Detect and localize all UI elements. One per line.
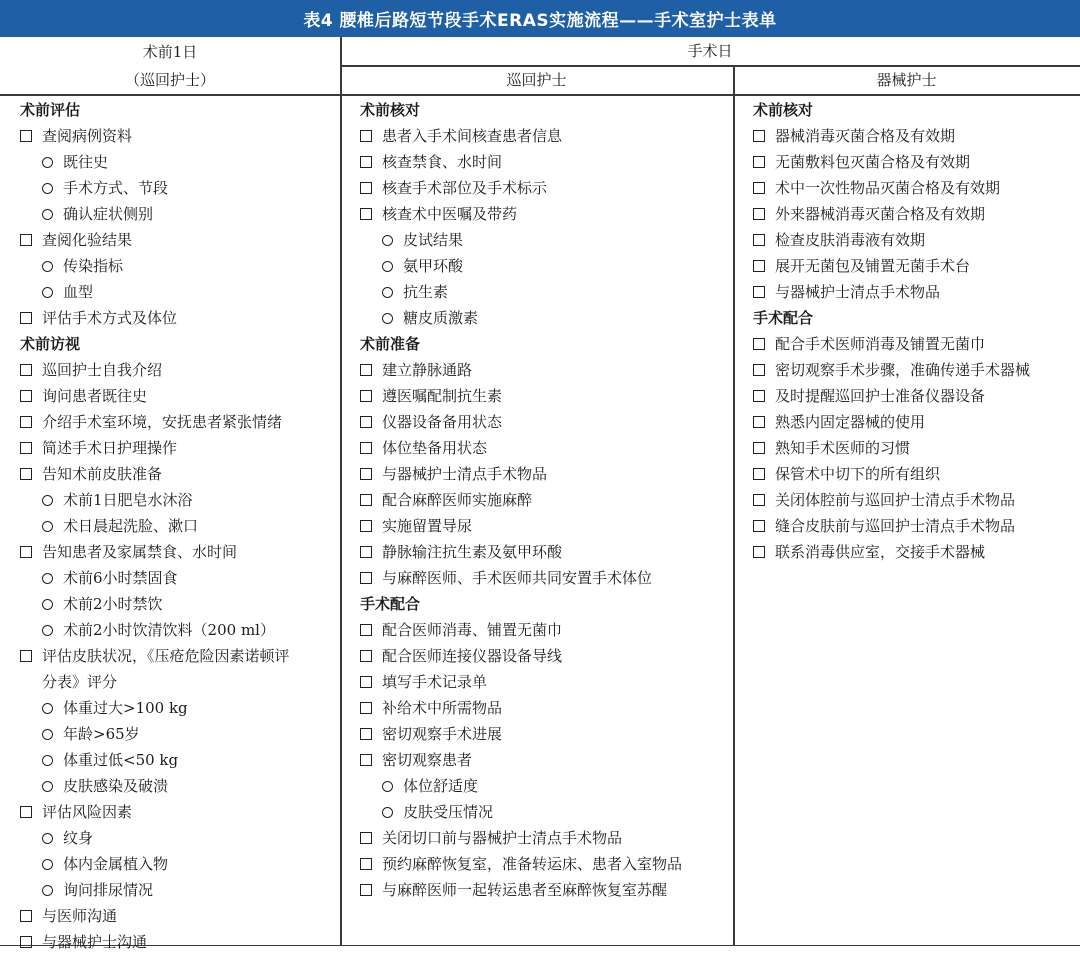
item-text: 简述手术日护理操作 [42, 439, 178, 457]
checklist-item [360, 487, 730, 513]
checklist-item [360, 201, 730, 227]
item-text: 外来器械消毒灭菌合格及有效期 [775, 205, 986, 223]
item-text: 与器械护士清点手术物品 [382, 465, 548, 483]
checkbox-icon[interactable] [753, 416, 765, 428]
checklist-item [360, 409, 730, 435]
item-text: 配合手术医师消毒及铺置无菌巾 [775, 335, 986, 353]
checkbox-icon[interactable] [753, 390, 765, 402]
item-text: 年龄>65岁 [63, 725, 140, 743]
checkbox-icon[interactable] [20, 312, 32, 324]
nursing-table [0, 37, 1080, 951]
checkbox-icon[interactable] [753, 338, 765, 350]
item-text: 糖皮质激素 [403, 309, 479, 327]
checkbox-icon[interactable] [360, 416, 372, 428]
item-text: 术前2小时禁饮 [63, 595, 163, 613]
checklist-item [753, 253, 1078, 279]
item-text: 术前核对 [753, 101, 814, 119]
item-text: 关闭体腔前与巡回护士清点手术物品 [775, 491, 1016, 509]
item-text: 术日晨起洗脸、漱口 [63, 517, 199, 535]
checkbox-icon[interactable] [20, 806, 32, 818]
checkbox-icon[interactable] [360, 156, 372, 168]
item-text: 体重过低<50 kg [63, 751, 179, 769]
item-text: 皮试结果 [403, 231, 464, 249]
item-text: 传染指标 [63, 257, 124, 275]
checklist-item [753, 357, 1078, 383]
checkbox-icon[interactable] [753, 494, 765, 506]
section-heading [360, 331, 730, 357]
divider-col2 [733, 66, 735, 946]
checklist-item [360, 721, 730, 747]
checkbox-icon[interactable] [753, 520, 765, 532]
item-text: 患者入手术间核查患者信息 [382, 127, 563, 145]
checklist-item [20, 799, 338, 825]
item-text: 术前6小时禁固食 [63, 569, 178, 587]
checkbox-icon[interactable] [20, 468, 32, 480]
item-text: 填写手术记录单 [382, 673, 488, 691]
checklist-subitem [20, 149, 338, 175]
item-text: 确认症状侧别 [63, 205, 154, 223]
item-text: 密切观察手术步骤，准确传递手术器械 [775, 361, 1031, 379]
checklist-item [360, 435, 730, 461]
item-text: 皮肤受压情况 [403, 803, 494, 821]
checkbox-icon[interactable] [360, 130, 372, 142]
header-scrub-nurse: 器械护士 [876, 71, 937, 89]
checklist-item [360, 461, 730, 487]
checklist-item [20, 227, 338, 253]
checkbox-icon[interactable] [20, 416, 32, 428]
checklist-item [360, 877, 730, 903]
checkbox-icon[interactable] [360, 754, 372, 766]
checkbox-icon[interactable] [360, 624, 372, 636]
item-text: 血型 [63, 283, 94, 301]
item-text: 静脉输注抗生素及氨甲环酸 [382, 543, 563, 561]
section-heading [20, 331, 338, 357]
checklist-item [20, 929, 338, 955]
checklist-subitem [20, 279, 338, 305]
checklist-item [753, 461, 1078, 487]
radio-circle-icon[interactable] [42, 157, 53, 168]
checkbox-icon[interactable] [360, 884, 372, 896]
checklist-subitem [20, 175, 338, 201]
item-text: 配合医师消毒、铺置无菌巾 [382, 621, 563, 639]
radio-circle-icon[interactable] [42, 703, 53, 714]
item-text: 术前评估 [20, 101, 81, 119]
header-preop-day: 术前1日 [142, 43, 198, 61]
checklist-item [360, 851, 730, 877]
section-heading [753, 305, 1078, 331]
radio-circle-icon[interactable] [382, 261, 393, 272]
checklist-subitem [20, 487, 338, 513]
radio-circle-icon[interactable] [382, 807, 393, 818]
item-text: 术前核对 [360, 101, 421, 119]
checklist-item [360, 383, 730, 409]
checklist-item [20, 539, 338, 565]
item-text: 巡回护士自我介绍 [42, 361, 163, 379]
item-text: 术中一次性物品灭菌合格及有效期 [775, 179, 1001, 197]
item-text: 皮肤感染及破溃 [63, 777, 169, 795]
checkbox-icon[interactable] [360, 650, 372, 662]
item-text: 查阅病例资料 [42, 127, 133, 145]
checklist-subitem [360, 305, 730, 331]
item-text: 核查术中医嘱及带药 [382, 205, 518, 223]
checklist-subitem [20, 747, 338, 773]
item-text: 遵医嘱配制抗生素 [382, 387, 503, 405]
item-text: 手术配合 [360, 595, 421, 613]
checklist-item [753, 175, 1078, 201]
checklist-item [753, 331, 1078, 357]
checklist-subitem [20, 721, 338, 747]
table-title: 表4 腰椎后路短节段手术ERAS实施流程——手术室护士表单 [0, 0, 1080, 37]
item-text: 评估风险因素 [42, 803, 133, 821]
item-text: 无菌敷料包灭菌合格及有效期 [775, 153, 971, 171]
checklist-subitem [20, 565, 338, 591]
checkbox-icon[interactable] [753, 182, 765, 194]
checklist-item [20, 461, 338, 487]
checklist-item [360, 617, 730, 643]
checklist-subitem [20, 201, 338, 227]
item-text: 缝合皮肤前与巡回护士清点手术物品 [775, 517, 1016, 535]
item-text: 评估手术方式及体位 [42, 309, 178, 327]
checklist-item [360, 513, 730, 539]
radio-circle-icon[interactable] [382, 313, 393, 324]
item-text: 查阅化验结果 [42, 231, 133, 249]
checkbox-icon[interactable] [753, 468, 765, 480]
item-text: 密切观察患者 [382, 751, 473, 769]
divider-col1 [340, 37, 342, 946]
checklist-item [753, 149, 1078, 175]
checklist-item [20, 435, 338, 461]
checkbox-icon[interactable] [360, 494, 372, 506]
checkbox-icon[interactable] [360, 520, 372, 532]
item-text: 补给术中所需物品 [382, 699, 503, 717]
item-text: 仪器设备备用状态 [382, 413, 503, 431]
item-text: 及时提醒巡回护士准备仪器设备 [775, 387, 986, 405]
item-text: 器械消毒灭菌合格及有效期 [775, 127, 956, 145]
checklist-item [360, 825, 730, 851]
item-text: 检查皮肤消毒液有效期 [775, 231, 926, 249]
checkbox-icon[interactable] [360, 390, 372, 402]
item-text: 既往史 [63, 153, 109, 171]
checkbox-icon[interactable] [753, 156, 765, 168]
radio-circle-icon[interactable] [42, 885, 53, 896]
checklist-item [20, 903, 338, 929]
item-text: 配合麻醉医师实施麻醉 [382, 491, 533, 509]
item-text: 展开无菌包及铺置无菌手术台 [775, 257, 971, 275]
checkbox-icon[interactable] [753, 130, 765, 142]
checkbox-icon[interactable] [360, 468, 372, 480]
checklist-item [360, 747, 730, 773]
checklist-subitem [360, 227, 730, 253]
checkbox-icon[interactable] [360, 208, 372, 220]
column-preop [20, 97, 338, 955]
item-text: 建立静脉通路 [382, 361, 473, 379]
checklist-item [20, 383, 338, 409]
item-text: 与器械护士沟通 [42, 933, 148, 951]
checklist-subitem [20, 851, 338, 877]
checklist-item [753, 539, 1078, 565]
item-text: 手术方式、节段 [63, 179, 169, 197]
item-text: 体内金属植入物 [63, 855, 169, 873]
section-heading [20, 97, 338, 123]
item-text: 熟知手术医师的习惯 [775, 439, 911, 457]
checklist-item [753, 435, 1078, 461]
item-text: 体重过大>100 kg [63, 699, 188, 717]
radio-circle-icon[interactable] [42, 859, 53, 870]
item-text: 告知患者及家属禁食、水时间 [42, 543, 238, 561]
checkbox-icon[interactable] [360, 702, 372, 714]
section-heading [360, 97, 730, 123]
checklist-item [20, 643, 338, 669]
header-bottom-line [0, 94, 1080, 96]
checklist-item [360, 123, 730, 149]
item-text: 实施留置导尿 [382, 517, 473, 535]
checkbox-icon[interactable] [753, 260, 765, 272]
checkbox-icon[interactable] [20, 390, 32, 402]
item-text: 术前访视 [20, 335, 81, 353]
checklist-item [20, 357, 338, 383]
checkbox-icon[interactable] [20, 364, 32, 376]
checklist-subitem [20, 617, 338, 643]
item-text: 询问排尿情况 [63, 881, 154, 899]
item-text: 手术配合 [753, 309, 814, 327]
radio-circle-icon[interactable] [42, 599, 53, 610]
item-text: 术前准备 [360, 335, 421, 353]
checklist-item [753, 383, 1078, 409]
item-text: 与器械护士清点手术物品 [775, 283, 941, 301]
item-text: 保管术中切下的所有组织 [775, 465, 941, 483]
item-text: 分表》评分 [42, 673, 118, 691]
checklist-item [753, 279, 1078, 305]
checkbox-icon[interactable] [360, 728, 372, 740]
checklist-item-continuation [20, 669, 338, 695]
checkbox-icon[interactable] [360, 858, 372, 870]
item-text: 体位垫备用状态 [382, 439, 488, 457]
checklist-subitem [360, 799, 730, 825]
item-text: 密切观察手术进展 [382, 725, 503, 743]
checkbox-icon[interactable] [360, 442, 372, 454]
radio-circle-icon[interactable] [42, 755, 53, 766]
item-text: 配合医师连接仪器设备导线 [382, 647, 563, 665]
radio-circle-icon[interactable] [42, 729, 53, 740]
checklist-item [753, 227, 1078, 253]
radio-circle-icon[interactable] [42, 573, 53, 584]
checklist-item [360, 539, 730, 565]
checklist-item [360, 175, 730, 201]
item-text: 氨甲环酸 [403, 257, 464, 275]
checkbox-icon[interactable] [360, 832, 372, 844]
checkbox-icon[interactable] [20, 936, 32, 948]
item-text: 评估皮肤状况，《压疮危险因素诺顿评 [42, 647, 290, 665]
checklist-subitem [20, 591, 338, 617]
checklist-item [360, 565, 730, 591]
radio-circle-icon[interactable] [382, 235, 393, 246]
checklist-subitem [360, 773, 730, 799]
checkbox-icon[interactable] [20, 546, 32, 558]
item-text: 体位舒适度 [403, 777, 479, 795]
radio-circle-icon[interactable] [42, 209, 53, 220]
checklist-item [20, 305, 338, 331]
checkbox-icon[interactable] [20, 910, 32, 922]
item-text: 熟悉内固定器械的使用 [775, 413, 926, 431]
item-text: 与麻醉医师、手术医师共同安置手术体位 [382, 569, 653, 587]
item-text: 联系消毒供应室，交接手术器械 [775, 543, 986, 561]
radio-circle-icon[interactable] [42, 183, 53, 194]
checkbox-icon[interactable] [753, 234, 765, 246]
checklist-subitem [360, 279, 730, 305]
checklist-subitem [20, 513, 338, 539]
checklist-item [20, 123, 338, 149]
checklist-item [360, 695, 730, 721]
checkbox-icon[interactable] [360, 546, 372, 558]
checkbox-icon[interactable] [753, 286, 765, 298]
radio-circle-icon[interactable] [42, 287, 53, 298]
checkbox-icon[interactable] [753, 442, 765, 454]
checklist-subitem [20, 695, 338, 721]
checklist-item [360, 149, 730, 175]
checklist-item [753, 123, 1078, 149]
checklist-item [753, 409, 1078, 435]
checklist-subitem [20, 773, 338, 799]
checklist-subitem [20, 253, 338, 279]
checkbox-icon[interactable] [753, 208, 765, 220]
checklist-item [360, 357, 730, 383]
radio-circle-icon[interactable] [42, 625, 53, 636]
radio-circle-icon[interactable] [382, 287, 393, 298]
checkbox-icon[interactable] [360, 572, 372, 584]
checklist-subitem [20, 877, 338, 903]
item-text: 告知术前皮肤准备 [42, 465, 163, 483]
checkbox-icon[interactable] [360, 182, 372, 194]
column-scrub [753, 97, 1078, 565]
radio-circle-icon[interactable] [42, 833, 53, 844]
radio-circle-icon[interactable] [42, 781, 53, 792]
header-circulating-nurse: 巡回护士 [506, 71, 567, 89]
section-heading [753, 97, 1078, 123]
item-text: 与麻醉医师一起转运患者至麻醉恢复室苏醒 [382, 881, 668, 899]
item-text: 核查手术部位及手术标示 [382, 179, 548, 197]
item-text: 关闭切口前与器械护士清点手术物品 [382, 829, 623, 847]
item-text: 术前2小时饮清饮料（200 ml） [63, 621, 275, 639]
checkbox-icon[interactable] [20, 130, 32, 142]
header-preop-role: （巡回护士） [124, 71, 215, 89]
header-surgery-day: 手术日 [687, 42, 733, 60]
checkbox-icon[interactable] [360, 364, 372, 376]
checklist-item [753, 201, 1078, 227]
checkbox-icon[interactable] [20, 650, 32, 662]
item-text: 与医师沟通 [42, 907, 118, 925]
item-text: 询问患者既往史 [42, 387, 148, 405]
item-text: 介绍手术室环境，安抚患者紧张情绪 [42, 413, 283, 431]
radio-circle-icon[interactable] [382, 781, 393, 792]
checkbox-icon[interactable] [753, 364, 765, 376]
radio-circle-icon[interactable] [42, 495, 53, 506]
checklist-item [753, 487, 1078, 513]
item-text: 术前1日肥皂水沐浴 [63, 491, 193, 509]
item-text: 抗生素 [403, 283, 449, 301]
radio-circle-icon[interactable] [42, 261, 53, 272]
checkbox-icon[interactable] [20, 234, 32, 246]
checklist-item [360, 669, 730, 695]
item-text: 纹身 [63, 829, 94, 847]
checkbox-icon[interactable] [360, 676, 372, 688]
checklist-subitem [360, 253, 730, 279]
checkbox-icon[interactable] [753, 546, 765, 558]
checklist-subitem [20, 825, 338, 851]
column-circulating [360, 97, 730, 903]
checklist-item [360, 643, 730, 669]
checkbox-icon[interactable] [20, 442, 32, 454]
checklist-item [753, 513, 1078, 539]
item-text: 预约麻醉恢复室，准备转运床、患者入室物品 [382, 855, 683, 873]
section-heading [360, 591, 730, 617]
radio-circle-icon[interactable] [42, 521, 53, 532]
item-text: 核查禁食、水时间 [382, 153, 503, 171]
checklist-item [20, 409, 338, 435]
